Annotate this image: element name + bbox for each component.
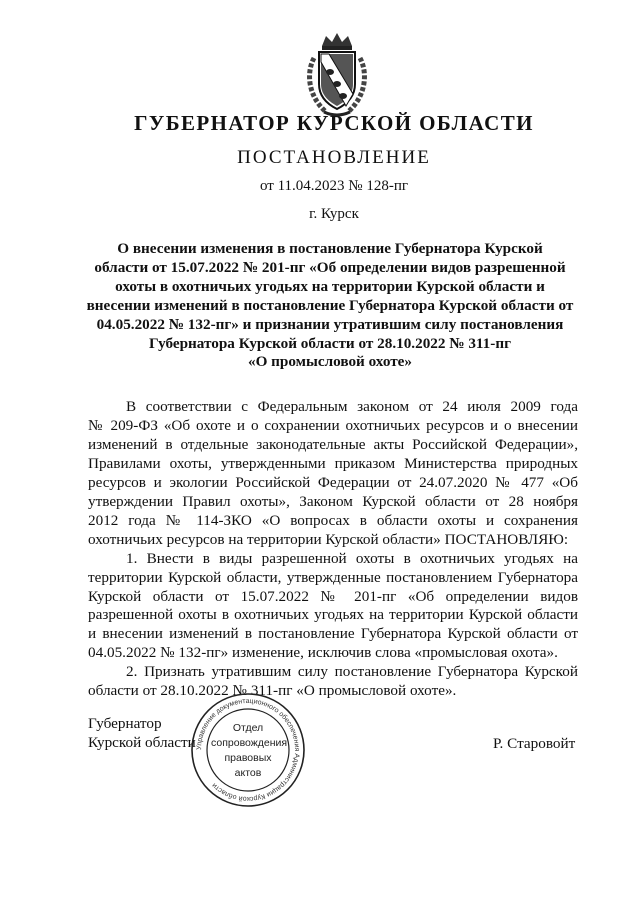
document-issuer-title: ГУБЕРНАТОР КУРСКОЙ ОБЛАСТИ <box>134 111 534 135</box>
body-line: Правилами охоты, утвержденными приказом Министерства природных <box>88 454 578 472</box>
subject-line: «О промысловой охоте» <box>247 353 413 371</box>
document-body <box>88 398 578 701</box>
stamp-ring-text: Управление документационного обеспечения Администрации Курской области <box>195 697 301 803</box>
body-line: В соответствии с Федеральным законом от 24 июля 2009 года <box>126 398 578 415</box>
clause-2-line: 2. Признать утратившим силу постановление Губернатора Курской <box>126 663 578 681</box>
stamp-line: актов <box>234 767 262 779</box>
body-line: № 209-ФЗ «Об охоте и о сохранении охотничьих ресурсов и о внесении <box>88 416 578 434</box>
body-line: изменений в отдельные законодательные акты Российской Федерации», <box>88 435 578 453</box>
document-type: ПОСТАНОВЛЕНИЕ <box>237 147 431 168</box>
subject-line: О внесении изменения в постановление Губернатора Курской <box>117 240 543 257</box>
body-line: охотничьих ресурсов на территории Курской области» ПОСТАНОВЛЯЮ: <box>88 530 569 548</box>
signatory-position <box>88 714 196 752</box>
signatory-name: Р. Старовойт <box>493 735 576 752</box>
coat-of-arms-emblem <box>302 28 372 118</box>
subject-line: области от 15.07.2022 № 201-пг «Об определении видов разрешенной <box>94 258 566 276</box>
clause-2-line: области от 28.10.2022 № 311-пг «О промысловой охоте». <box>88 682 457 700</box>
document-subject <box>80 240 580 372</box>
clause-1-line: территории Курской области, утвержденные постановлением Губернатора <box>88 568 578 586</box>
clause-1-line: и внесении изменений в постановление Губернатора Курской области от <box>88 625 578 643</box>
clause-1-line: 04.05.2022 № 132-пг» изменение, исключив слова «промысловая охота». <box>88 644 558 662</box>
subject-line: Губернатора Курской области от 28.10.2022 № 311-пг <box>149 334 511 352</box>
clause-1-line: разрешенной охоты в охотничьих угодьях на территории Курской области <box>88 606 578 624</box>
stamp-line: правовых <box>224 752 272 764</box>
subject-line: охоты в охотничьих угодьях на территории Курской области и <box>115 277 545 295</box>
body-line: ресурсов и экологии Российской Федерации от 24.07.2020 № 477 «Об <box>88 473 578 491</box>
clause-1-line: 1. Внести в виды разрешенной охоты в охотничьих угодьях на <box>126 549 578 567</box>
signatory-position-line: Курской области <box>88 734 196 751</box>
document-city: г. Курск <box>309 206 359 222</box>
subject-line: внесении изменений в постановление Губернатора Курской области от <box>86 296 574 314</box>
clause-1-line: Курской области от 15.07.2022 № 201-пг «Об определении видов <box>88 587 578 605</box>
stamp-center-text <box>211 721 288 781</box>
body-line: утверждении Правил охоты», Законом Курской области от 28 ноября <box>88 492 578 510</box>
body-line: 2012 года № 114-ЗКО «О вопросах в области охоты и сохранения <box>88 511 578 529</box>
stamp-line: сопровождения <box>211 737 288 749</box>
subject-line: 04.05.2022 № 132-пг» и признании утратившим силу постановления <box>96 315 564 333</box>
signatory-position-line: Губернатор <box>88 715 162 732</box>
stamp-line: Отдел <box>232 722 264 734</box>
document-date-number: от 11.04.2023 № 128-пг <box>259 178 409 194</box>
